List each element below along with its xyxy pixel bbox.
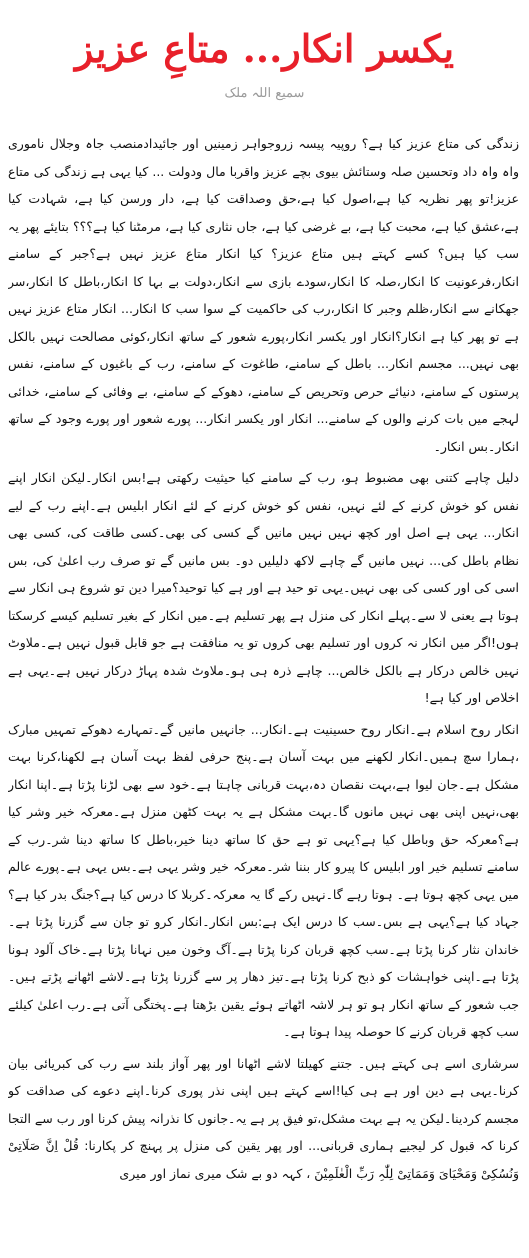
author-name: سمیع اللہ ملک	[224, 86, 305, 101]
paragraph: انکار روح اسلام ہے۔انکار روح حسینیت ہے۔انکار... جانہیں مانیں گے۔تمہارے دھوکے تمہیں مبارک ،ہمارا سچ ہمیں۔انکار لکھنے میں بہت آسان ہے۔پنج حرفی لفظ بہت آسان ہے لکھنا،کرنا بہت مشکل ہے۔جان لیوا ہے،بہت نقصان دہ،بہت قربانی چاہتا ہے۔خود سے بھی لڑنا پڑتا ہے۔اپنا انکار بھی،نہیں اپنی بھی نہیں مانوں گا۔بہت مشکل ہے یہ بہت کٹھن منزل ہے۔معرکہ خیر وشر کیا ہے؟معرکہ حق وباطل کیا ہے؟یہی تو ہے حق کا ساتھ دینا خیر،باطل کا ساتھ دینا شر۔رب کے سامنے تسلیم خیر اور ابلیس کا پیرو کار بننا شر۔معرکہ خیر وشر یہی ہے۔بس یہی ہے۔پورے عالم میں یہی کچھ ہوتا ہے۔ ہوتا رہے گا۔نہیں رکے گا یہ معرکہ۔کربلا کا درس کیا ہے؟جنگ بدر کیا ہے؟جہاد کیا ہے؟یہی ہے بس۔سب کا درس ایک ہے:بس انکار۔انکار کرو تو جان سے گزرنا پڑتا ہے۔خاندان نثار کرنا پڑتا ہے۔سب کچھ قربان کرنا پڑتا ہے۔آگ وخون میں نہانا پڑتا ہے۔خاک آلود ہونا پڑتا ہے۔اپنی خواہشات کو ذبح کرنا پڑتا ہے۔تیز دھار پر سے گزرنا پڑتا ہے۔لاشے اٹھانے پڑتے ہیں۔جب شعور کے ساتھ انکار ہو تو ہر لاشہ اٹھاتے ہوئے یقین بڑھتا ہے۔پختگی آتی ہے۔رب اعلیٰ کیلئے سب کچھ قربان کرنے کا حوصلہ پیدا ہوتا ہے۔	[8, 721, 519, 1039]
paragraph: سرشاری اسے ہی کہتے ہیں۔ جتنے کھیلتا لاشے اٹھانا اور پھر آواز بلند سے رب کی کبریائی بیان کرنا۔یہی ہے دین اور ہے ہی کیا!اسے کہتے ہیں اپنی نذر پوری کرنا۔اپنے دعوے کی صداقت کو مجسم کردینا۔لیکن یہ ہے بہت مشکل،تو فیق پر ہے یہ۔جانوں کا نذرانہ پیش کرنا اور رب سے التجا کرنا کہ قبول کر لیجیے ہماری قربانی... اور پھر یقین کی منزل پر پہنچ کر پکارنا: قُلْ اِنَّ صَلَاتِیْ وَنُسُکِیْ وَمَحْیَایَ وَمَمَاتِیْ لِلّٰہِ رَبِّ الْعٰلَمِیْنَ ، کہہ دو بے شک میری نماز اور میری	[8, 1055, 519, 1181]
article-body	[8, 130, 519, 1258]
paragraph: دلیل چاہے کتنی بھی مضبوط ہو، رب کے سامنے کیا حیثیت رکھتی ہے!بس انکار۔لیکن انکار اپنے نفس کو خوش کرنے کے لئے نہیں، نفس کو خوش کرنے کے لئے انکار ابلیس ہے۔اپنے رب کے لیے انکار... یہی ہے اصل اور کچھ نہیں نہیں مانیں گے کسی کی بھی۔کسی طاقت کی، کسی بھی نظام باطل کی... نہیں مانیں گے چاہے لاکھ دلیلیں دو۔ بس مانیں گے تو صرف رب اعلیٰ کی، بس اسی کی اور کسی کی بھی نہیں۔یہی تو حید ہے اور ہے کیا توحید؟میرا دین تو شروع ہی انکار سے ہوتا ہے یعنی لا سے۔پہلے انکار کی منزل ہے پھر تسلیم ہے۔میں انکار کے بغیر تسلیم کیسے کرسکتا ہوں!اگر میں انکار نہ کروں اور تسلیم بھی کروں تو یہ منافقت ہے جو قابل قبول نہیں ہے۔ملاوٹ نہیں خالص درکار ہے بالکل خالص... چاہے ذرہ ہی ہو۔ملاوٹ شدہ پہاڑ درکار نہیں ہے۔یہی ہے اخلاص اور کیا ہے!	[8, 470, 519, 705]
paragraph: زندگی کی متاع عزیز کیا ہے؟ روپیہ پیسہ زروجواہر زمینیں اور جائیدادمنصب جاہ وجلال ناموری واہ واہ داد وتحسین صلہ وستائش بیوی بچے عزیز واقربا مال ودولت ... کیا یہی ہے زندگی کی متاع عزیز!تو پھر نظریہ کیا ہے،اصول کیا ہے،حق وصداقت کیا ہے، دار ورسن کیا ہے، شہادت کیا ہے،عشق کیا ہے، محبت کیا ہے، بے غرضی کیا ہے، جاں نثاری کیا ہے، مرمٹنا کیا ہے؟؟؟ بتایئے پھر یہ سب کیا ہیں؟ کسے کہتے ہیں متاع عزیز؟ کیا انکار متاع عزیز نہیں ہے؟جبر کے سامنے انکار،فرعونیت کا انکار،صلہ کا انکار،سودے بازی سے انکار،دولت بے بہا کا انکار،باطل کا انکار،سر جھکانے سے انکار،ظلم وجبر کا انکار،رب کی حاکمیت کے سوا سب کا انکار... انکار متاع عزیز نہیں ہے تو پھر کیا ہے انکار؟انکار اور یکسر انکار،پورے شعور کے ساتھ انکار،کوئی مصالحت نہیں بالکل بھی نہیں... مجسم انکار... باطل کے سامنے، طاغوت کے سامنے، رب کے باغیوں کے سامنے، نفس پرستوں کے سامنے، دنیائے حرص وتحریص کے سامنے، دھوکے کے سامنے، بے وفائی کے سامنے، خدائی لہجے میں بات کرنے والوں کے سامنے... انکار اور یکسر انکار... پورے شعور اور پورے وجود کے ساتھ انکار۔بس انکار۔	[8, 136, 519, 454]
article-title: یکسر انکار... متاعِ عزیز	[74, 26, 455, 71]
